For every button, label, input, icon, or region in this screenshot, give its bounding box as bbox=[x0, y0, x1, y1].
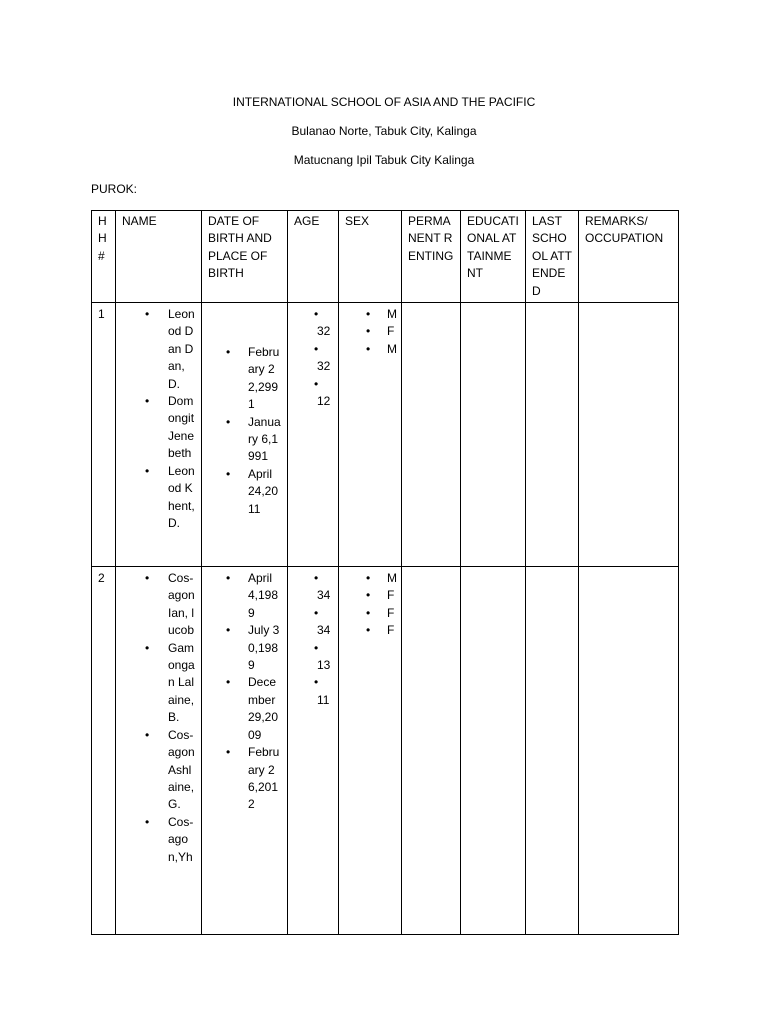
list-item: • Leonod Dan Dan, D. bbox=[168, 306, 195, 393]
remarks-cell bbox=[579, 303, 679, 567]
list-item: • 13 bbox=[317, 640, 332, 675]
header-sex: SEX bbox=[339, 211, 402, 303]
list-item: • 34 bbox=[317, 570, 332, 605]
list-item: • M bbox=[387, 570, 395, 587]
header-educational-attainment: EDUCATIONAL ATTAINMENT bbox=[461, 211, 526, 303]
remarks-cell bbox=[579, 567, 679, 935]
list-item: • 32 bbox=[317, 306, 332, 341]
educational-attainment-cell bbox=[461, 303, 526, 567]
sex-cell bbox=[339, 567, 402, 935]
list-item: • Cos-agon Ian, lucob bbox=[168, 570, 195, 640]
table-row bbox=[92, 567, 679, 935]
list-item: • F bbox=[387, 323, 395, 340]
header-dob: DATE OF BIRTH AND PLACE OF BIRTH bbox=[202, 211, 288, 303]
list-item: • February 22,2991 bbox=[248, 344, 281, 414]
school-name: INTERNATIONAL SCHOOL OF ASIA AND THE PACIFIC bbox=[232, 95, 536, 109]
dob-cell bbox=[202, 567, 288, 935]
list-item: • 12 bbox=[317, 376, 332, 411]
household-table bbox=[91, 210, 679, 935]
list-item: • F bbox=[387, 587, 395, 604]
header-name: NAME bbox=[116, 211, 202, 303]
age-cell bbox=[288, 303, 339, 567]
header-permanent-renting: PERMANENT RENTING bbox=[402, 211, 461, 303]
list-item: • April 24,2011 bbox=[248, 466, 281, 518]
names-cell bbox=[116, 303, 202, 567]
list-item: • M bbox=[387, 341, 395, 358]
hh-number: 1 bbox=[92, 303, 116, 567]
table-header-row bbox=[92, 211, 679, 303]
table-row bbox=[92, 303, 679, 567]
school-address: Bulanao Norte, Tabuk City, Kalinga bbox=[291, 124, 477, 138]
dob-cell bbox=[202, 303, 288, 567]
names-cell bbox=[116, 567, 202, 935]
list-item: • December 29,2009 bbox=[248, 674, 281, 744]
list-item: • Cos-agon Ashlaine, G. bbox=[168, 727, 195, 814]
list-item: • 11 bbox=[317, 674, 332, 709]
header-hh: HH# bbox=[92, 211, 116, 303]
permanent-renting-cell bbox=[402, 303, 461, 567]
list-item: • F bbox=[387, 605, 395, 622]
permanent-renting-cell bbox=[402, 567, 461, 935]
list-item: • 32 bbox=[317, 341, 332, 376]
header-last-school: LAST SCHOOL ATTENDED bbox=[526, 211, 579, 303]
list-item: • February 26,2012 bbox=[248, 744, 281, 814]
list-item: • January 6,1991 bbox=[248, 414, 281, 466]
list-item: • April 4,1989 bbox=[248, 570, 281, 622]
purok-label: PUROK: bbox=[91, 182, 138, 196]
list-item: • Gamongan Lalaine, B. bbox=[168, 640, 195, 727]
list-item: • M bbox=[387, 306, 395, 323]
list-item: • Domongit Jenebeth bbox=[168, 393, 195, 463]
list-item: • Cos-agon,Yh bbox=[168, 814, 195, 866]
last-school-cell bbox=[526, 567, 579, 935]
location-line: Matucnang Ipil Tabuk City Kalinga bbox=[293, 153, 475, 167]
sex-cell bbox=[339, 303, 402, 567]
list-item: • July 30,1989 bbox=[248, 622, 281, 674]
list-item: • 34 bbox=[317, 605, 332, 640]
list-item: • F bbox=[387, 622, 395, 639]
last-school-cell bbox=[526, 303, 579, 567]
header-remarks: REMARKS/ OCCUPATION bbox=[579, 211, 679, 303]
header-age: AGE bbox=[288, 211, 339, 303]
educational-attainment-cell bbox=[461, 567, 526, 935]
age-cell bbox=[288, 567, 339, 935]
list-item: • Leonod Khent, D. bbox=[168, 463, 195, 533]
hh-number: 2 bbox=[92, 567, 116, 935]
